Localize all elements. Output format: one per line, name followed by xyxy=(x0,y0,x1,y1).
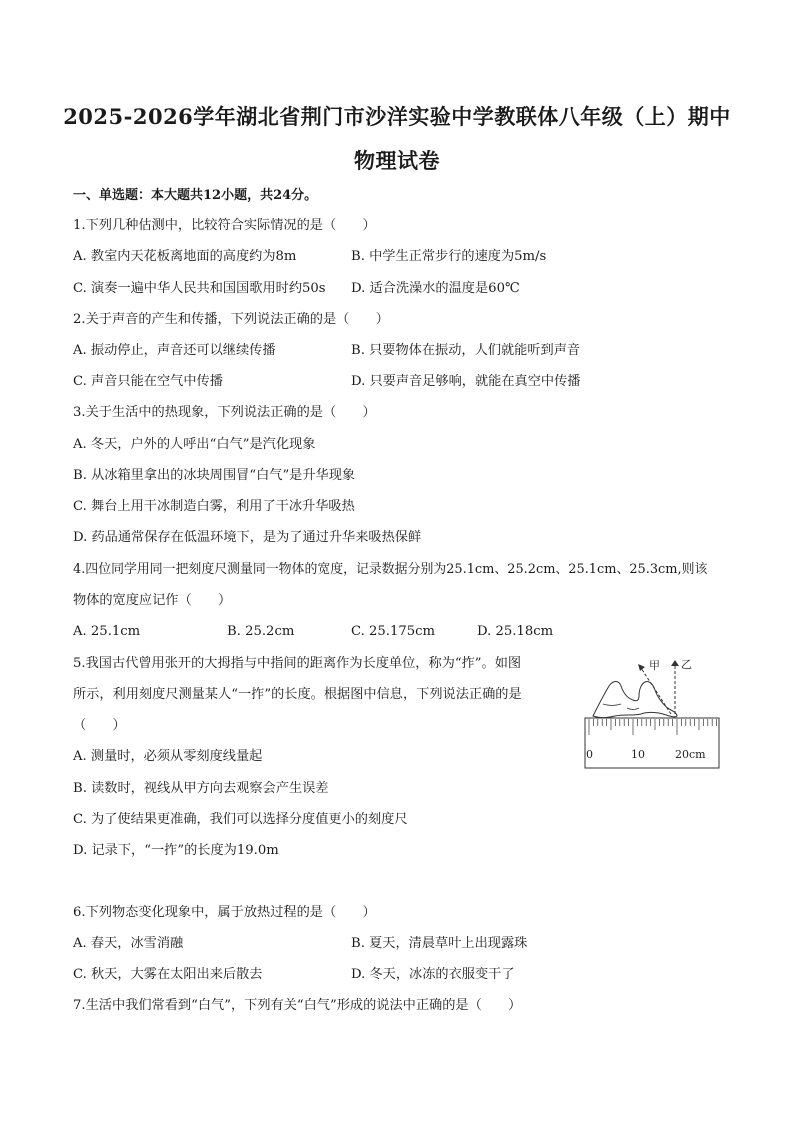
q6-stem: 6.下列物态变化现象中，属于放热过程的是（ ） xyxy=(73,905,376,920)
ruler-label-20cm: 20cm xyxy=(675,748,706,761)
q6-option-b: B. 夏天，清晨草叶上出现露珠 xyxy=(351,936,528,951)
q1-option-d: D. 适合洗澡水的温度是60℃ xyxy=(351,281,520,296)
q2-stem: 2.关于声音的产生和传播，下列说法正确的是（ ） xyxy=(73,312,389,327)
q3-option-d: D. 药品通常保存在低温环境下，是为了通过升华来吸热保鲜 xyxy=(73,530,422,545)
q2-option-d: D. 只要声音足够响，就能在真空中传播 xyxy=(351,374,581,389)
q3-stem: 3.关于生活中的热现象，下列说法正确的是（ ） xyxy=(73,405,376,420)
q1-stem: 1.下列几种估测中，比较符合实际情况的是（ ） xyxy=(73,218,376,233)
q5-option-b: B. 读数时，视线从甲方向去观察会产生误差 xyxy=(73,781,329,796)
q2-option-c: C. 声音只能在空气中传播 xyxy=(73,374,223,389)
q1-option-b: B. 中学生正常步行的速度为5m/s xyxy=(351,249,547,264)
q5-stem-line3: （ ） xyxy=(73,718,126,733)
q1-option-c: C. 演奏一遍中华人民共和国国歌用时约50s xyxy=(73,281,326,296)
arrow-yi-icon xyxy=(671,660,679,666)
q4-stem-line2: 物体的宽度应记作（ ） xyxy=(73,593,232,608)
q5-option-d: D. 记录下，“一拃”的长度为19.0m xyxy=(73,843,279,858)
exam-title-line1: 2025-2026学年湖北省荆门市沙洋实验中学教联体八年级（上）期中 xyxy=(63,104,731,129)
q6-option-a: A. 春天，冰雪消融 xyxy=(73,936,184,951)
q2-option-b: B. 只要物体在振动，人们就能听到声音 xyxy=(351,343,581,358)
label-jia: 甲 xyxy=(649,659,660,672)
q6-option-c: C. 秋天，大雾在太阳出来后散去 xyxy=(73,967,263,982)
exam-title-line2: 物理试卷 xyxy=(354,148,440,173)
section-heading: 一、单选题：本大题共12小题，共24分。 xyxy=(73,188,318,203)
q5-ruler-figure xyxy=(583,656,723,772)
q1-option-a: A. 教室内天花板离地面的高度约为8m xyxy=(73,249,297,264)
q4-option-b: B. 25.2cm xyxy=(227,624,295,639)
ruler-label-10: 10 xyxy=(631,748,645,761)
q3-option-a: A. 冬天，户外的人呼出“白气”是汽化现象 xyxy=(73,437,316,452)
q4-stem-line1: 4.四位同学用同一把刻度尺测量同一物体的宽度，记录数据分别为25.1cm、25.2cm、25.1cm、25.3cm,则该 xyxy=(73,562,708,577)
q3-option-c: C. 舞台上用干冰制造白雾，利用了干冰升华吸热 xyxy=(73,499,355,514)
arrow-jia-icon xyxy=(638,664,645,671)
label-yi: 乙 xyxy=(681,658,692,671)
q5-stem-line2: 所示，利用刻度尺测量某人“一拃”的长度。根据图中信息，下列说法正确的是 xyxy=(73,687,522,702)
q5-option-c: C. 为了使结果更准确，我们可以选择分度值更小的刻度尺 xyxy=(73,812,408,827)
ruler-label-0: 0 xyxy=(586,748,593,761)
q4-option-c: C. 25.175cm xyxy=(351,624,436,639)
q4-option-d: D. 25.18cm xyxy=(477,624,554,639)
q6-option-d: D. 冬天，冰冻的衣服变干了 xyxy=(351,967,515,982)
q5-option-a: A. 测量时，必须从零刻度线量起 xyxy=(73,749,263,764)
q3-option-b: B. 从冰箱里拿出的冰块周围冒“白气”是升华现象 xyxy=(73,468,356,483)
hand-outline xyxy=(593,681,677,717)
q2-option-a: A. 振动停止，声音还可以继续传播 xyxy=(73,343,276,358)
q7-stem: 7.生活中我们常看到“白气”，下列有关“白气”形成的说法中正确的是（ ） xyxy=(73,998,522,1013)
q5-stem-line1: 5.我国古代曾用张开的大拇指与中指间的距离作为长度单位，称为“拃”。如图 xyxy=(73,656,522,671)
q4-option-a: A. 25.1cm xyxy=(73,624,141,639)
ruler-hand-diagram xyxy=(583,656,723,772)
